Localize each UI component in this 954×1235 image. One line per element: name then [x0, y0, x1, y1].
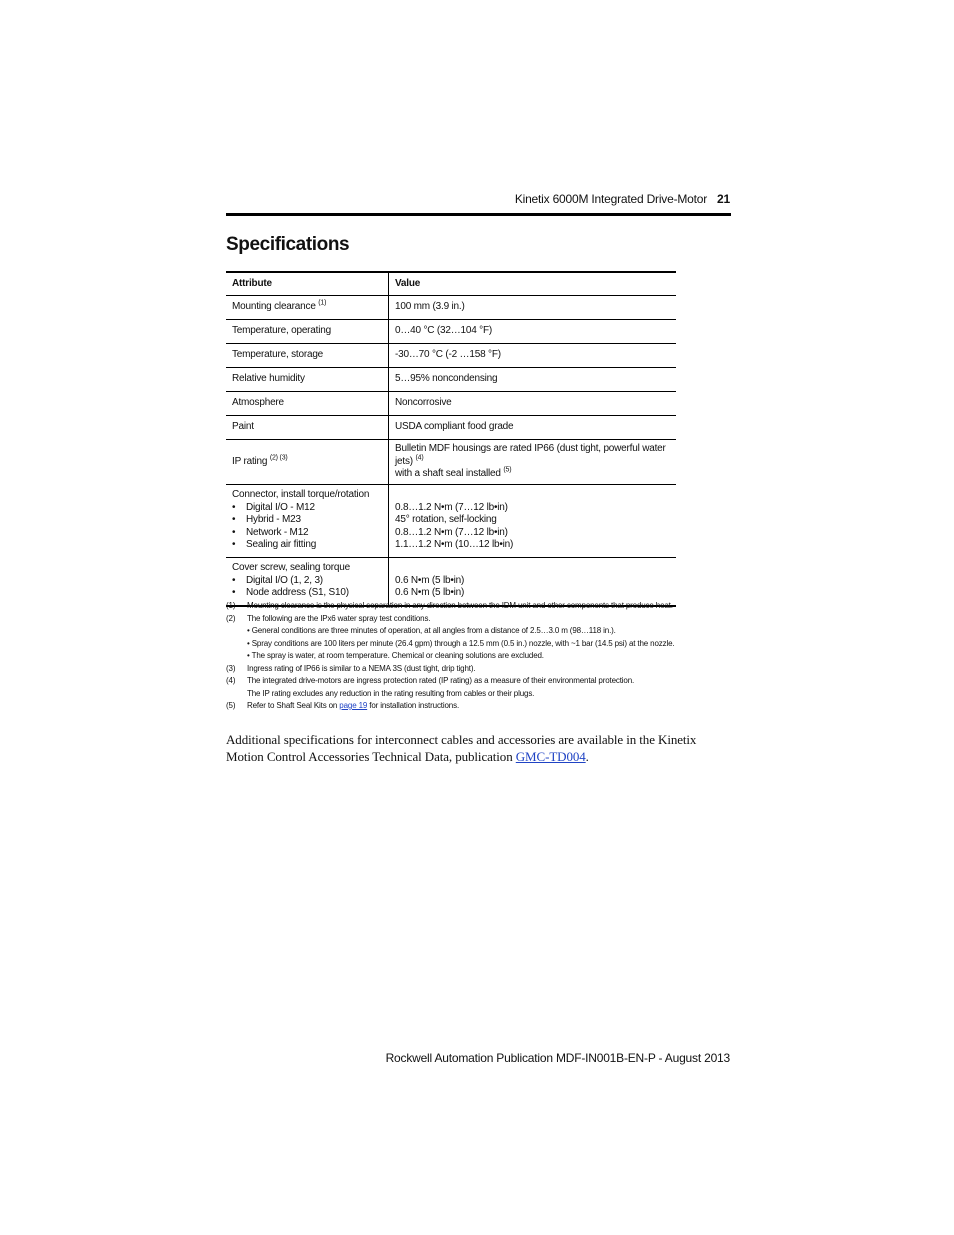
attribute-cell: Mounting clearance $^{(1)}$	[226, 296, 389, 320]
footnote-ref: (1)	[318, 299, 327, 307]
attribute-cell: Temperature, storage	[226, 344, 389, 368]
header-title: Kinetix 6000M Integrated Drive-Motor	[514, 192, 708, 206]
column-header-attribute: Attribute	[226, 272, 389, 296]
table-row	[226, 320, 676, 344]
footnote-subline: • The spray is water, at room temperature. Chemical or cleaning solutions are excluded.	[247, 651, 544, 660]
value-cell: 0…40 °C (32…104 °F)	[389, 320, 677, 344]
footnote-ref: (2) (3)	[269, 454, 288, 462]
page-footer: Rockwell Automation Publication MDF-IN001B-EN-P - August 2013	[385, 1051, 730, 1065]
list-item: • Hybrid - M23	[232, 514, 382, 527]
value-cell: 5…95% noncondensing	[389, 368, 677, 392]
footnote: (5) Refer to Shaft Seal Kits on page 19 for installation instructions.	[226, 701, 460, 710]
footnote: (2) The following are the IPx6 water spray test conditions.	[226, 613, 431, 623]
page-number: 21	[717, 192, 730, 206]
table-row	[226, 368, 676, 392]
list-item: • Digital I/O (1, 2, 3)	[232, 575, 382, 588]
attribute-cell: Paint	[226, 416, 389, 440]
attribute-cell: Atmosphere	[226, 392, 389, 416]
table-header-row	[226, 272, 676, 296]
value-cell: 100 mm (3.9 in.)	[389, 296, 677, 320]
table-row	[226, 440, 676, 485]
list-item: • Digital I/O - M12	[232, 502, 382, 515]
attribute-cell: Cover screw, sealing torque • Digital I/O (1, 2, 3) • Node address (S1, S10)	[226, 557, 389, 606]
specifications-table	[226, 271, 676, 607]
footnote-subline: • Spray conditions are 100 liters per minute (26.4 gpm) through a 12.5 mm (0.5 in.) nozzle, with ~1 bar (14.5 psi) at the nozzle.	[247, 638, 675, 648]
footnote-subline: • General conditions are three minutes of operation, at all angles from a distance of 2.5…3.0 m (98…118 in.).	[247, 626, 616, 635]
table-row	[226, 557, 676, 606]
attribute-cell: Temperature, operating	[226, 320, 389, 344]
value-cell: Bulletin MDF housings are rated IP66 (dust tight, powerful water jets) $^{(4)}$ with a shaft seal installed $^{(5)}$	[389, 440, 677, 485]
table-row	[226, 296, 676, 320]
list-item: • Sealing air fitting	[232, 539, 382, 552]
gmc-td004-link[interactable]: GMC-TD004	[515, 749, 586, 764]
value-cell: Noncorrosive	[389, 392, 677, 416]
value-cell: 0.6 N•m (5 lb•in) 0.6 N•m (5 lb•in)	[389, 557, 677, 606]
page-19-link[interactable]: page 19	[339, 701, 368, 710]
attribute-cell: Relative humidity	[226, 368, 389, 392]
table-row	[226, 484, 676, 557]
footnote-ref: (4)	[415, 454, 424, 462]
attribute-cell: Connector, install torque/rotation • Digital I/O - M12 • Hybrid - M23 • Network - M12 • Sealing air fitting	[226, 484, 389, 557]
column-header-value: Value	[389, 272, 677, 296]
table-row	[226, 392, 676, 416]
section-title: Specifications	[226, 234, 350, 255]
body-paragraph: Additional specifications for interconnect cables and accessories are available in the Kinetix Motion Control Accessories Technical Data, publication GMC-TD004.	[226, 732, 697, 764]
value-cell: -30…70 °C (-2 …158 °F)	[389, 344, 677, 368]
footnote: (1) Mounting clearance is the physical separation in any direction between the IDM unit and other components that produce heat.	[226, 601, 673, 610]
footnote: (3) Ingress rating of IP66 is similar to a NEMA 3S (dust tight, drip tight).	[226, 663, 476, 673]
attribute-cell: IP rating $^{(2) (3)}$	[226, 440, 389, 485]
running-header	[515, 192, 730, 206]
footnote-subline: The IP rating excludes any reduction in the rating resulting from cables or their plugs.	[247, 688, 535, 698]
header-rule	[226, 213, 731, 216]
value-cell: 0.8…1.2 N•m (7…12 lb•in) 45° rotation, self-locking 0.8…1.2 N•m (7…12 lb•in) 1.1…1.2 N•m (10…12 lb•in)	[389, 484, 677, 557]
table-row	[226, 344, 676, 368]
footnotes	[226, 600, 706, 713]
list-item: • Node address (S1, S10)	[232, 587, 382, 600]
table-row	[226, 416, 676, 440]
footnote: (4) The integrated drive-motors are ingress protection rated (IP rating) as a measure of their environmental protection.	[226, 676, 635, 685]
list-item: • Network - M12	[232, 527, 382, 540]
footnote-ref: (5)	[503, 466, 512, 474]
value-cell: USDA compliant food grade	[389, 416, 677, 440]
